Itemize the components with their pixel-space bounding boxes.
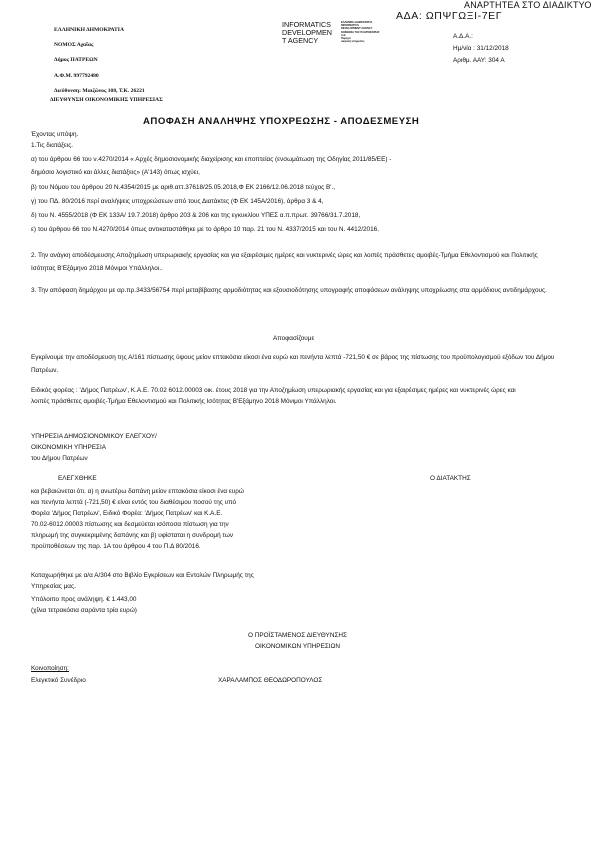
director-title-2: ΟΙΚΟΝΟΜΙΚΩΝ ΥΠΗΡΕΣΙΩΝ [255,643,340,650]
service-line-2: ΟΙΚΟΝΟΜΙΚΗ ΥΠΗΡΕΣΙΑ [31,444,107,451]
paragraph-3: 3. Την απόφαση δημάρχου με αρ.πρ.3433/56754 περί μεταβίβασης αρμοδιότητας και εξουσιοδότησης υπογραφής αποφάσεων ανάληψης υποχρέωσης στα αρμόδιους αντιδημάρχους. [31,287,547,294]
logo-small-7: ασφαλή υπηρεσίες [341,40,365,44]
paragraph-2: 2. Την ανάγκη αποδέσμευσης Αποζημίωση υπερωριακής εργασίας και για εξαιρέσιμες ημέρες και νυκτερινές ώρες και λοιπές πράσθετες αμοιβές-Τμήμα Εθελοντισμού και Πολιτικής Ισότητας Β'Εξάμηνο 2018 Μόνιμοι Υπάλληλοι.. [31,252,538,272]
document-title: ΑΠΟΦΑΣΗ ΑΝΑΛΗΨΗΣ ΥΠΟΧΡΕΩΣΗΣ - ΑΠΟΔΕΣΜΕΥΣΗ [143,116,420,127]
budget-details: Ειδικός φορέας : 'Δήμος Πατρέων', Κ.Α.Ε. 70.02 6012.00003 οικ. έτους 2018 για την Αποζημίωση υπερωριακής εργασίας και για εξαιρέσιμες ημέρες και νυκτερινές ώρες και λοιπές πράσθετες αμοιβές-Τμήμα Εθελοντισμού και Πολιτικής Ισότητας Β'Εξάμηνο 2018 Μόνιμοι Υπάλληλοι. [31,387,516,405]
verification-text [31,487,244,552]
notification-recipient: Ελεγκτικό Συνέδριο [31,677,86,684]
verification-line-3: Φορέα 'Δήμος Πατρέων', Ειδικό Φορέα: 'Δήμος Πατρέων' και Κ.Α.Ε. [31,509,223,517]
service-line-1: ΥΠΗΡΕΣΙΑ ΔΗΜΟΣΙΟΝΟΜΙΚΟΥ ΕΛΕΓΧΟΥ/ [31,433,157,440]
posting-stamp: ΑΝΑΡΤΗΤΕΑ ΣΤΟ ΔΙΑΔΙΚΤΥΟ [464,0,592,10]
remaining-amount-words: (χίλια τετρακόσια σαράντα τρία ευρώ) [31,607,137,614]
registration-line-2: Υπηρεσίας μας. [31,583,76,590]
clause-e: ε) του άρθρου 66 του Ν.4270/2014 όπως αντικαταστάθηκε με το άρθρο 10 παρ. 21 του Ν. 4337/2015 και του Ν. 4412/2016. [31,226,379,233]
prefecture-line: ΝΟΜΟΣ Αχαΐας [54,42,94,49]
logo-line-1: INFORMATICS [282,20,331,29]
director-title-1: Ο ΠΡΟΪΣΤΑΜΕΝΟΣ ΔΙΕΥΘΥΝΣΗΣ [248,632,347,639]
clause-a-2: δημόσιο λογιστικό και άλλες διατάξεις» (Α'143) όπως ισχύει, [31,169,200,176]
registration-text [31,570,254,592]
registration-line-1: Καταχωρήθηκε με α/α Α/304 στο Βιβλίο Εγκρίσεων και Εντολών Πληρωμής της [31,572,254,579]
agency-logo [282,21,332,45]
verification-line-2: και πενήντα λεπτά (-721,50) € είναι εντός του διαθέσιμου ποσού της υπό [31,498,237,506]
logo-small-4: ΚΟΙΝΩΝΙΑ ΤΗΣ ΠΛΗΡΟΦΟΡΙΑΣ [341,30,380,34]
verification-line-4: 70.02-6012.00003 πίστωσης και δεσμεύεται ισόποσα πίστωση για την [31,520,229,528]
address-line: Διεύθυνση: Μαιζώνος 108, Τ.Κ. 26221 [54,87,145,94]
decision-text: Εγκρίνουμε την αποδέσμευση της Α/161 πίστωσης ύψους μείον επτακόσια είκοσι ένα ευρώ και πενήντα λεπτά -721,50 € σε βάρος της πίστωσης του προϋπολογισμού εξόδων του Δήμου Πατρέων. [31,354,555,374]
checked-label: ΕΛΕΓΧΘΗΚΕ [58,475,97,482]
logo-line-3: T AGENCY [282,36,319,45]
service-block [31,431,157,464]
decide-heading: Αποφασίζουμε [273,335,315,342]
date-field: Ημ/νία : 31/12/2018 [453,45,509,52]
logo-small-text [341,21,380,43]
ordering-officer-label: Ο ΔΙΑΤΑΚΤΗΣ [430,475,471,482]
ada-stamp: ΑΔΑ: ΩΠΨΓΩΞΙ-7ΕΓ [396,10,503,22]
reference-block [453,31,509,67]
considerations-sub: 1.Τις διατάξεις. [31,141,74,149]
issuer-block [54,23,145,99]
tax-id-line: Α.Φ.Μ. 997792480 [54,72,99,79]
logo-small-3: DEVELOPMENT AGENCY [341,27,373,31]
verification-line-1: και βεβαιώνεται ότι. α) η ανωτέρω δαπάνη μείον επτακόσια είκοσι ένα ευρώ [31,488,244,495]
number-field: Αριθμ. ΑΑΥ: 304 Α [453,57,505,64]
considerations-heading: Έχοντας υπόψη. [31,131,79,138]
ada-field: Α.Δ.Α.: [453,33,473,40]
service-line-3: του Δήμου Πατρέων [31,455,88,462]
country-line: ΕΛΛΗΝΙΚΗ ΔΗΜΟΚΡΑΤΙΑ [54,27,124,33]
logo-small-1: ΕΛΛΗΝΙΚΗ ΔΗΜΟΚΡΑΤΙΑ [341,21,373,24]
clause-c: γ) του ΠΔ. 80/2016 περί αναλήψεις υποχρεώσεων από τους Διατάκτες (Φ ΕΚ 145Α/2016), άρθρα 3 & 4, [31,198,324,205]
clause-b: β) του Νόμου του άρθρου 20 Ν.4354/2015 με αριθ.αττ.37618/25.05.2018,Φ ΕΚ 2166/12.06.2018 τεύχος Β'., [31,184,336,191]
logo-line-2: DEVELOPMEN [282,28,332,37]
clause-d: δ) του Ν. 4555/2018 (Φ ΕΚ 133Α/ 19.7.2018) άρθρο 203 & 206 και της εγκυκλίου ΥΠΕΣ α.π.πρωτ. 39766/31.7.2018, [31,212,361,219]
director-block [0,630,595,652]
logo-small-6: Παρέχει [341,37,351,41]
remaining-amount: Υπόλοιπο προς ανάληψη. € 1.443,00 [31,596,137,603]
clause-a-1: α) του άρθρου 66 του ν.4270/2014 « Αρχές δημοσιονομικής διαχείρισης και εποπτείας (ενσωμάτωση της Οδηγίας 2011/85/ΕΕ) - [31,156,392,163]
signer-name: ΧΑΡΑΛΑΜΠΟΣ ΘΕΟΔΩΡΟΠΟΥΛΟΣ [218,677,323,684]
municipality-line: Δήμος ΠΑΤΡΕΩΝ [54,57,98,64]
logo-small-2: INFORMATICS [341,24,359,28]
department-line: ΔΙΕΥΘΥΝΣΗ ΟΙΚΟΝΟΜΙΚΗΣ ΥΠΗΡΕΣΙΑΣ [50,97,163,103]
logo-small-5: Α.Ε. [341,33,347,37]
considerations [31,130,78,151]
verification-line-6: προϋποθέσεων της παρ. 1Α του άρθρου 4 του Π.Δ 80/2016. [31,542,201,550]
notification-label: Κοινοποίηση: [31,665,69,672]
verification-line-5: πληρωμή της συγκεκριμένης δαπάνης και β) υφίσταται η συνδρομή των [31,531,234,539]
